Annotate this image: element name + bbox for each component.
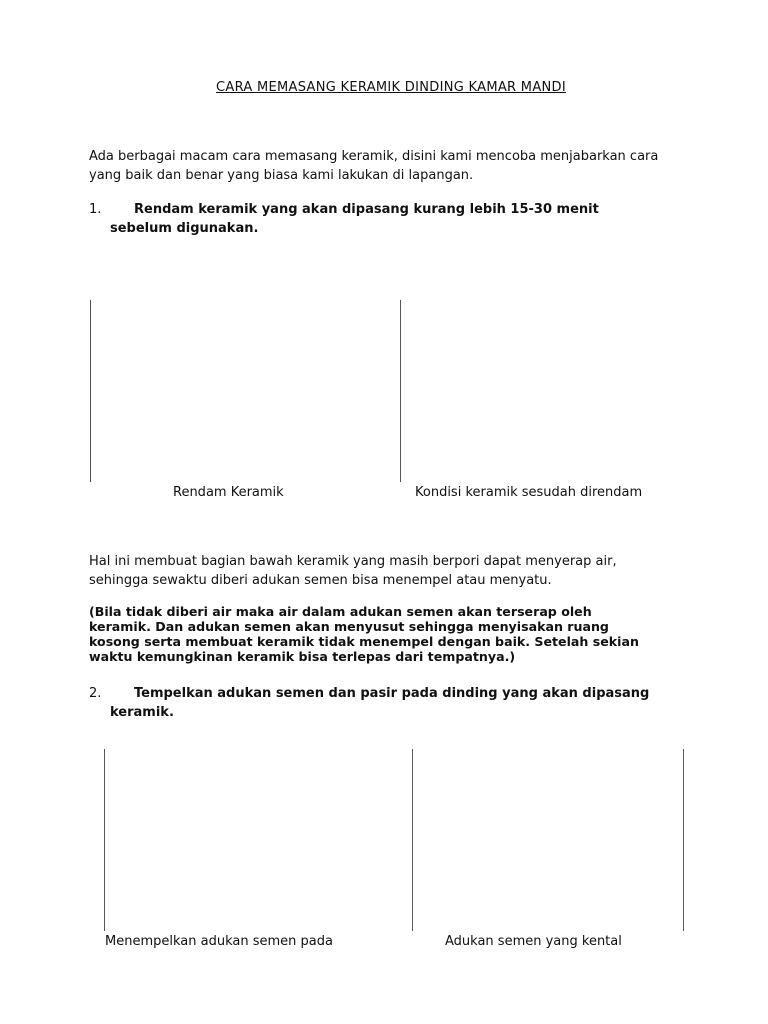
document-title: CARA MEMASANG KERAMIK DINDING KAMAR MANDI <box>216 80 566 95</box>
step-1-image-frame-left <box>90 300 91 482</box>
step-2-line-2: keramik. <box>110 705 174 720</box>
step-2-number: 2. <box>89 686 102 701</box>
step-2-caption-left: Menempelkan adukan semen pada <box>105 934 333 949</box>
step-1-line-1: Rendam keramik yang akan dipasang kurang lebih 15-30 menit <box>134 202 599 217</box>
note-line-4: waktu kemungkinan keramik bisa terlepas dari tempatnya.) <box>89 649 516 664</box>
note-line-1: (Bila tidak diberi air maka air dalam adukan semen akan terserap oleh <box>89 604 592 619</box>
step-2-caption-right: Adukan semen yang kental <box>445 934 622 949</box>
note-paragraph <box>89 604 696 664</box>
step-2-image-frame-left <box>104 749 105 931</box>
step-2-image-frame-right <box>683 749 684 931</box>
explanation-paragraph <box>89 552 729 590</box>
note-line-2: keramik. Dan adukan semen akan menyusut sehingga menyisakan ruang <box>89 619 609 634</box>
explanation-line-1: Hal ini membuat bagian bawah keramik yang masih berpori dapat menyerap air, <box>89 554 617 569</box>
intro-line-1: Ada berbagai macam cara memasang keramik, disini kami mencoba menjabarkan cara <box>89 149 659 164</box>
step-1-number: 1. <box>89 202 102 217</box>
explanation-line-2: sehingga sewaktu diberi adukan semen bisa menempel atau menyatu. <box>89 573 552 588</box>
intro-paragraph <box>89 147 729 185</box>
intro-line-2: yang baik dan benar yang biasa kami lakukan di lapangan. <box>89 168 474 183</box>
step-1-caption-right: Kondisi keramik sesudah direndam <box>415 485 643 500</box>
step-2-image-frame-middle <box>412 749 413 931</box>
step-1-line-2: sebelum digunakan. <box>110 221 259 236</box>
note-line-3: kosong serta membuat keramik tidak menempel dengan baik. Setelah sekian <box>89 634 639 649</box>
step-1-image-frame-middle <box>400 300 401 482</box>
step-1-caption-left: Rendam Keramik <box>173 485 284 500</box>
step-2-line-1: Tempelkan adukan semen dan pasir pada dinding yang akan dipasang <box>134 686 650 701</box>
